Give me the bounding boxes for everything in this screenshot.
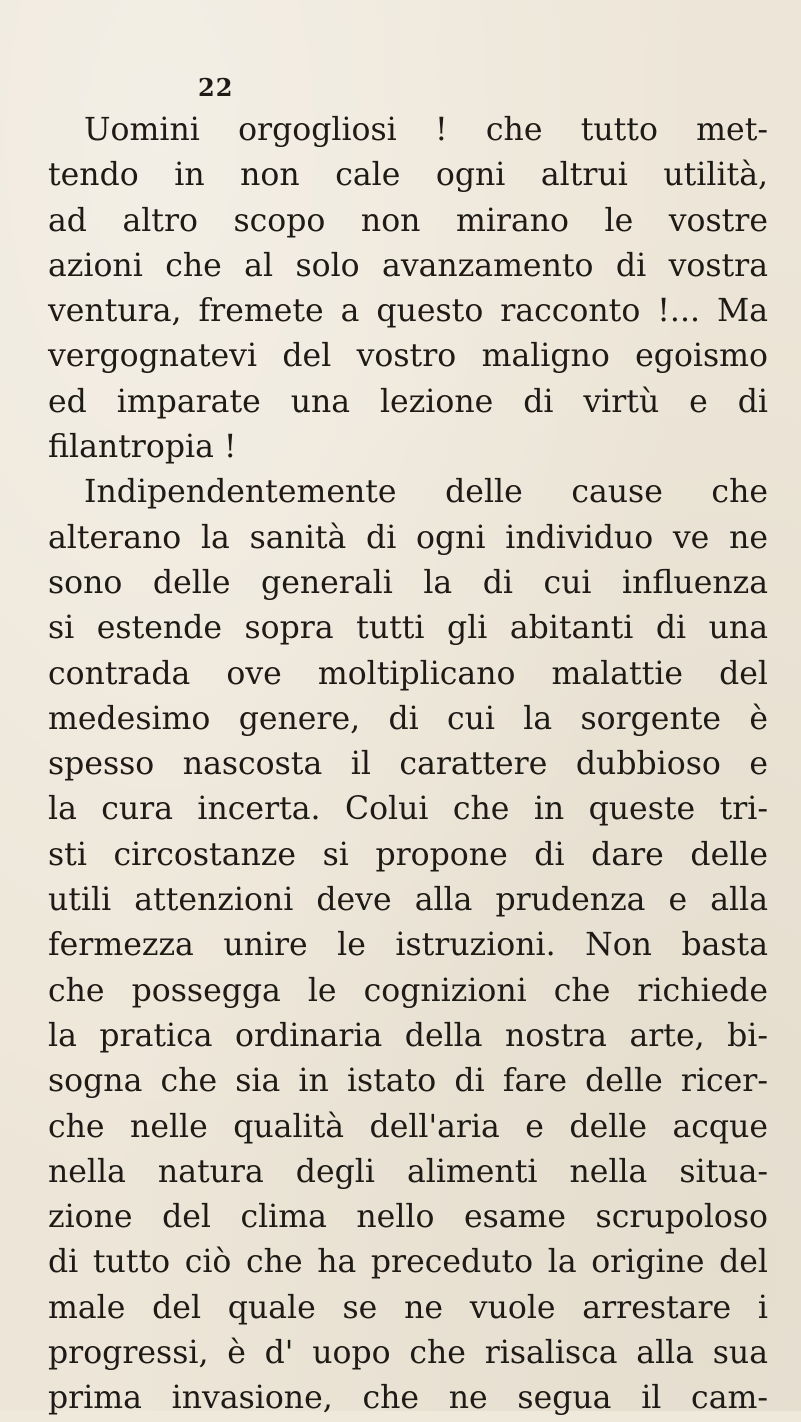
text-line: fermezza unire le istruzioni. Non basta — [48, 927, 768, 964]
text-line: filantropia ! — [48, 429, 237, 466]
text-line: Uomini orgogliosi ! che tutto met- — [84, 112, 768, 148]
text-line: la cura incerta. Colui che in queste tri- — [48, 791, 768, 828]
text-line: sti circostanze si propone di dare delle — [48, 836, 768, 873]
body-text — [48, 108, 768, 1422]
text-line: ed imparate una lezione di virtù e di — [48, 383, 768, 420]
text-line: sogna che sia in istato di fare delle ricer- — [48, 1063, 768, 1100]
text-line: ventura, fremete a questo racconto !... Ma — [48, 293, 768, 330]
page-number: 22 — [198, 73, 234, 102]
text-line: male del quale se ne vuole arrestare i — [48, 1289, 768, 1326]
text-line: prima invasione, che ne segua il cam- — [48, 1380, 768, 1417]
text-line: nella natura degli alimenti nella situa- — [48, 1153, 768, 1190]
text-line: zione del clima nello esame scrupoloso — [48, 1199, 768, 1236]
text-line: alterano la sanità di ogni individuo ve ne — [48, 519, 768, 556]
text-line: utili attenzioni deve alla prudenza e alla — [48, 882, 768, 919]
text-line: medesimo genere, di cui la sorgente è — [48, 700, 768, 737]
text-line: che possegga le cognizioni che richiede — [48, 972, 768, 1009]
text-line: la pratica ordinaria della nostra arte, bi- — [48, 1017, 768, 1054]
text-line: Indipendentemente delle cause che — [84, 474, 768, 511]
text-line: spesso nascosta il carattere dubbioso e — [48, 746, 768, 783]
text-line: contrada ove moltiplicano malattie del — [48, 655, 768, 692]
text-line: si estende sopra tutti gli abitanti di una — [48, 610, 768, 647]
text-line: progressi, è d' uopo che risalisca alla sua — [48, 1335, 768, 1372]
text-line: che nelle qualità dell'aria e delle acque — [48, 1108, 768, 1145]
text-line: ad altro scopo non mirano le vostre — [48, 202, 768, 239]
text-line: vergognatevi del vostro maligno egoismo — [48, 338, 768, 375]
text-line: azioni che al solo avanzamento di vostra — [48, 247, 768, 284]
text-line: sono delle generali la di cui influenza — [48, 564, 768, 601]
text-line: tendo in non cale ogni altrui utilità, — [48, 157, 768, 194]
text-line: di tutto ciò che ha preceduto la origine del — [48, 1244, 768, 1281]
